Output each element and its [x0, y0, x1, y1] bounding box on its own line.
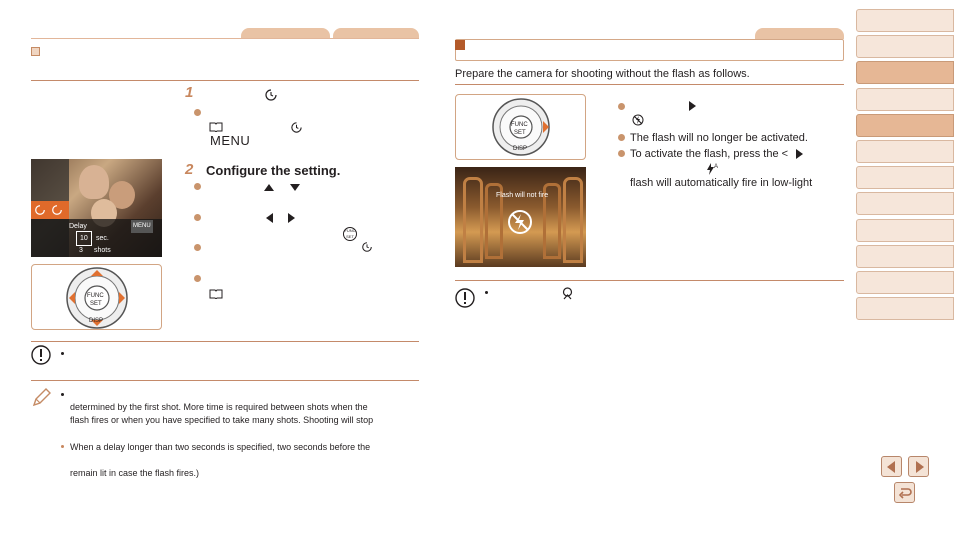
sidebar-tab-4[interactable]	[856, 88, 954, 111]
next-page-icon	[914, 461, 924, 473]
control-dial-illustration-right	[455, 94, 586, 160]
pencil-rule-top	[31, 380, 419, 381]
pencil-bullet-dot-2	[61, 445, 64, 448]
step2-bullet-4	[194, 275, 201, 282]
dial-disp-label: DISP	[513, 146, 528, 152]
caution-icon	[455, 288, 475, 308]
section-rule-left	[31, 80, 419, 81]
flash-off-icon	[507, 209, 533, 235]
self-timer-icon	[51, 204, 63, 216]
flash-auto-icon	[706, 162, 720, 176]
left-arrow-icon	[266, 213, 273, 223]
sidebar-tab-3[interactable]	[856, 61, 954, 84]
prev-page-icon	[887, 461, 897, 473]
svg-text:A: A	[714, 164, 719, 170]
intro-rule	[455, 84, 844, 85]
step1-number: 1	[185, 84, 194, 101]
scene-icon	[561, 287, 574, 300]
book-ref-icon	[209, 122, 223, 132]
sidebar-tab-8[interactable]	[856, 192, 954, 215]
prev-page-button[interactable]	[881, 456, 902, 477]
caution-icon	[31, 345, 51, 365]
dial-disp-label: DISP	[89, 318, 104, 324]
sidebar-tab-10[interactable]	[856, 245, 954, 268]
camera-lcd-screenshot	[31, 159, 162, 257]
step2-bullet-3	[194, 244, 201, 251]
dial-set-label: SET	[514, 130, 526, 136]
return-button[interactable]	[894, 482, 915, 503]
right-bullet-text-1: The flash will no longer be activated.	[630, 132, 808, 144]
lcd-menu-tag: MENU	[131, 220, 153, 233]
right-flash-auto-line: flash will automatically fire in low-light	[630, 177, 813, 189]
step2-bullet-2	[194, 214, 201, 221]
sidebar-tab-6[interactable]	[856, 140, 954, 163]
pencil-bullet-dot	[61, 393, 64, 396]
pencil-note-icon	[31, 386, 51, 408]
pencil-note-bullet2: When a delay longer than two seconds is specified, two seconds before the	[70, 442, 371, 452]
menu-button-label: MENU	[210, 133, 251, 148]
self-timer-icon	[361, 241, 373, 253]
right-bullet-text-2: To activate the flash, press the <	[630, 148, 789, 160]
lcd-shots-value: 3	[79, 247, 83, 254]
right-caution-dot	[485, 291, 488, 294]
right-caution-rule	[455, 280, 844, 281]
flash-off-icon	[632, 114, 644, 126]
header-tab-3	[755, 28, 844, 39]
right-arrow-icon	[796, 149, 803, 159]
self-timer-icon	[264, 88, 278, 102]
sidebar-tab-1[interactable]	[856, 9, 954, 32]
step2-bullet-1	[194, 183, 201, 190]
book-ref-icon	[209, 289, 223, 299]
control-dial-illustration-left	[31, 264, 162, 330]
header-rule-left	[31, 38, 419, 39]
right-arrow-icon	[288, 213, 295, 223]
section-header-box	[455, 39, 844, 61]
lcd-delay-label: Delay	[69, 223, 87, 230]
right-arrow-icon	[689, 101, 696, 111]
self-timer-icon	[34, 204, 46, 216]
section-square-icon	[31, 47, 40, 56]
dial-set-label: SET	[90, 301, 102, 307]
up-arrow-icon	[264, 184, 274, 191]
lcd-delay-unit: sec.	[96, 235, 109, 242]
lcd-shots-label: shots	[94, 247, 111, 254]
right-bullet-2	[618, 134, 625, 141]
pencil-note-line-2: flash fires or when you have specified to take many shots. Shooting will stop	[70, 415, 374, 425]
sidebar-tab-7[interactable]	[856, 166, 954, 189]
step1-bullet	[194, 109, 201, 116]
section-square-icon	[455, 40, 465, 50]
corridor-photo	[455, 167, 586, 267]
photo-caption: Flash will not fire	[496, 192, 549, 199]
lcd-delay-value: 10	[76, 231, 92, 246]
sidebar-tab-9[interactable]	[856, 219, 954, 242]
dial-func-label: FUNC	[511, 122, 528, 128]
step2-number: 2	[185, 161, 194, 178]
caution-bullet-dot	[61, 352, 64, 355]
sidebar-tab-12[interactable]	[856, 297, 954, 320]
sidebar-tab-11[interactable]	[856, 271, 954, 294]
pencil-note-bullet2-end: remain lit in case the flash fires.)	[70, 468, 200, 478]
step2-heading: Configure the setting.	[206, 163, 341, 178]
caution-rule-top	[31, 341, 419, 342]
pencil-note-line-1: determined by the first shot. More time is required between shots when the	[70, 402, 368, 412]
sidebar-tab-5[interactable]	[856, 114, 954, 137]
person-left	[79, 165, 109, 199]
right-bullet-1	[618, 103, 625, 110]
func-set-icon: FUNC SET	[344, 228, 356, 239]
dial-func-label: FUNC	[87, 293, 104, 299]
self-timer-icon	[290, 121, 303, 134]
sidebar-tab-2[interactable]	[856, 35, 954, 58]
intro-text: Prepare the camera for shooting without the flash as follows.	[455, 68, 750, 80]
return-icon	[898, 487, 912, 499]
next-page-button[interactable]	[908, 456, 929, 477]
right-bullet-3	[618, 150, 625, 157]
down-arrow-icon	[290, 184, 300, 191]
